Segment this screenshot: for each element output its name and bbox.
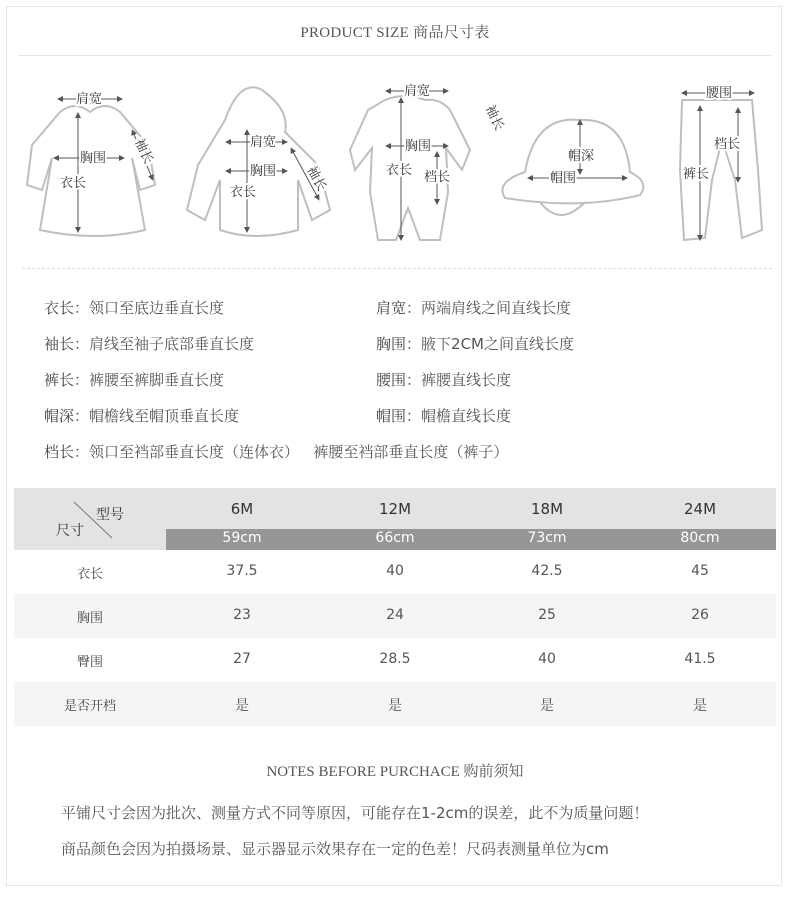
table-row [14,550,776,594]
definition-term: 衣长 [44,299,75,317]
definition-sep: ： [406,407,422,425]
definition-item [376,297,571,318]
note-line: 商品颜色会因为拍摄场景、显示器显示效果存在一定的色差！尺码表测量单位为cm [61,840,609,858]
definition-desc: 裤腰至裤脚垂直长度 [89,371,225,389]
height-cell: 66cm [375,530,415,546]
romper-length-label: 衣长 [386,163,413,178]
height-subheader [166,529,776,550]
definition-item [44,369,224,390]
table-cell: 37.5 [226,563,258,579]
table-cell: 是 [235,698,249,714]
page-title: PRODUCT SIZE 商品尺寸表 [300,25,490,41]
definition-desc: 裤腰直线长度 [421,371,512,389]
size-header: 18M [530,500,564,518]
table-cell: 是 [388,698,402,714]
table-row [14,594,776,638]
definition-term: 裤长 [44,371,75,389]
definition-term: 腰围 [376,371,407,389]
definition-sep: ： [406,299,422,317]
definition-desc: 帽檐线至帽顶垂直长度 [89,407,240,425]
romper-sleeve-label: 袖长 [481,103,507,133]
hat-depth-label: 帽深 [568,149,595,164]
dress-shoulder-label: 肩宽 [76,92,103,107]
garment-diagrams [0,70,790,260]
row-label: 是否开档 [63,699,116,714]
definition-term: 肩宽 [376,299,407,317]
dress-illustration [27,106,155,236]
title-divider [18,55,772,56]
definition-sep: ： [74,335,90,353]
height-cell: 59cm [222,530,262,546]
table-cell: 23 [233,607,251,623]
definition-desc: 腋下2CM之间直线长度 [421,335,574,353]
definition-desc: 肩线至袖子底部垂直长度 [89,335,255,353]
table-cell: 28.5 [379,651,411,667]
size-header: 24M [683,500,717,518]
definition-sep: ： [406,371,422,389]
table-cell: 40 [538,651,556,667]
definition-sep: ： [74,443,90,461]
row-label: 臀围 [76,655,103,670]
definition-desc: 领口至裆部垂直长度（连体衣） 裤腰至裆部垂直长度（裤子） [89,443,509,461]
romper-crotch-label: 档长 [424,170,451,185]
table-cell: 是 [540,698,554,714]
jacket-length-label: 衣长 [230,185,257,200]
definition-sep: ： [74,299,90,317]
dress-chest-label: 胸围 [80,151,107,166]
table-cell: 45 [691,563,709,579]
definition-item [376,369,511,390]
dress-length-label: 衣长 [60,176,87,191]
definition-item [44,405,239,426]
table-row [14,682,776,726]
definition-item [376,333,574,354]
table-cell: 41.5 [684,651,716,667]
table-header [14,488,776,550]
romper-shoulder-label: 肩宽 [404,84,431,99]
definition-term: 帽深 [44,407,75,425]
corner-dimension-label: 尺寸 [56,523,84,539]
definition-item [44,333,254,354]
definition-item [44,297,224,318]
corner-diagonal [14,488,166,550]
table-cell: 27 [233,651,251,667]
jacket-illustration [187,87,330,236]
definition-item [376,405,511,426]
height-cell: 73cm [527,530,567,546]
definition-term: 袖长 [44,335,75,353]
size-table [14,488,776,726]
corner-size-type-label: 型号 [96,507,124,523]
section-divider [22,268,772,269]
row-label: 衣长 [76,567,103,582]
table-row [14,638,776,682]
jacket-chest-label: 胸围 [250,164,277,179]
table-cell: 25 [538,607,556,623]
table-cell: 24 [386,607,404,623]
jacket-shoulder-label: 肩宽 [250,135,277,150]
definition-sep: ： [74,407,90,425]
romper-chest-label: 胸围 [405,139,432,154]
height-cell: 80cm [680,530,720,546]
table-cell: 42.5 [531,563,563,579]
definition-desc: 两端肩线之间直线长度 [421,299,572,317]
definition-item [44,441,508,462]
definition-term: 档长 [44,443,75,461]
dress-sleeve-label: 袖长 [131,136,156,167]
row-label: 胸围 [76,611,103,626]
definition-term: 帽围 [376,407,407,425]
table-cell: 40 [386,563,404,579]
table-cell: 26 [691,607,709,623]
size-header: 6M [230,500,254,518]
table-cell: 是 [693,698,707,714]
definition-sep: ： [406,335,422,353]
table-corner-cell [14,488,166,550]
definition-term: 胸围 [376,335,407,353]
definition-desc: 帽檐直线长度 [421,407,512,425]
pants-length-label: 裤长 [683,167,710,182]
pants-waist-label: 腰围 [706,86,733,101]
notes-title: NOTES BEFORE PURCHACE 购前须知 [266,764,524,780]
size-header: 12M [378,500,412,518]
definition-desc: 领口至底边垂直长度 [89,299,225,317]
hat-circ-label: 帽围 [550,171,577,186]
pants-crotch-label: 档长 [714,137,741,152]
definition-sep: ： [74,371,90,389]
jacket-sleeve-label: 袖长 [303,163,329,194]
note-line: 平铺尺寸会因为批次、测量方式不同等原因，可能存在1-2cm的误差，此不为质量问题！ [61,804,649,822]
